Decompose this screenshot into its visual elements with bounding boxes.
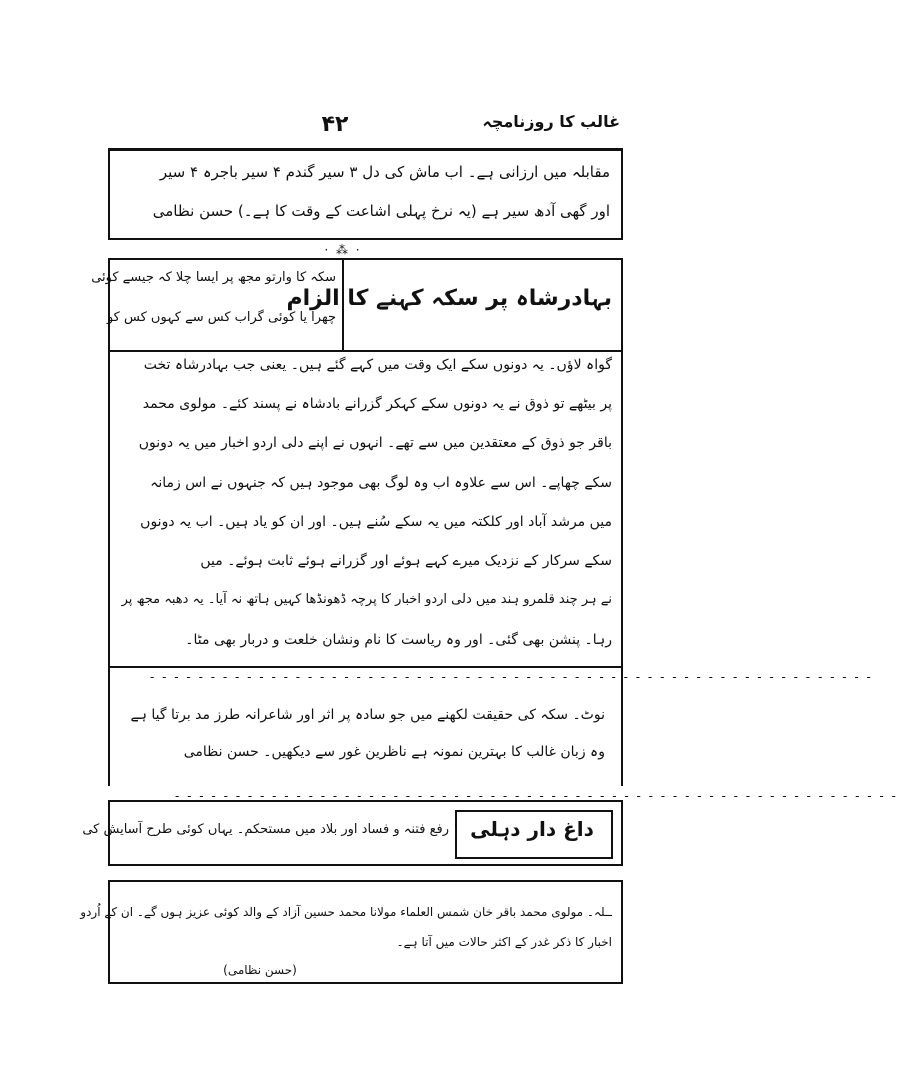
section1-body-line-7: نے ہر چند قلمرو ہند میں دلی اردو اخبار کا پرچہ ڈھونڈھا کہیں ہاتھ نہ آیا۔ یہ دھبہ مجھ پر <box>121 592 612 607</box>
section2-heading: داغ دار دہلی <box>470 817 594 841</box>
footnote-line-2: اخبار کا ذکر غدر کے اکثر حالات میں آتا ہے۔ <box>396 935 612 949</box>
note-line-2: وہ زبان غالب کا بہترین نمونہ ہے ناظرین غور سے دیکھیں۔ حسن نظامی <box>183 744 605 760</box>
section1-body-line-4: سکے چھاپے۔ اس سے علاوہ اب وہ لوگ بھی موجود ہیں کہ جنہوں نے اس زمانہ <box>150 475 612 491</box>
intro-note-line-2: اور گھی آدھ سیر ہے (یہ نرخ پہلی اشاعت کے وقت کا ہے۔) حسن نظامی <box>152 202 610 220</box>
section1-body-line-5: میں مرشد آباد اور کلکتہ میں یہ سکے سُنے ہیں۔ اور ان کو یاد ہیں۔ اب یہ دونوں <box>140 514 612 530</box>
section1-body-line-6: سکے سرکار کے نزدیک میرے کہے ہوئے اور گزرانے ہوئے ثابت ہوئے۔ میں <box>200 553 612 569</box>
ornamental-rule-1: - - - - - - - - - - - - - - - - - - - - - - - - - - - - - - - - - - - - - - - - - - - - - - - - - - - - - - - - - - - - <box>150 670 873 684</box>
section1-side-line-2: چھرا یا کوئی گراب کس سے کہوں کس کو <box>106 310 336 325</box>
footnote-box <box>80 880 623 984</box>
footnote-signature: (حسن نظامی) <box>223 963 297 977</box>
page-number: ۴۲ <box>321 112 349 137</box>
ornamental-rule-2: - - - - - - - - - - - - - - - - - - - - - - - - - - - - - - - - - - - - - - - - - - - - - - - - - - - - - - - - - - - - <box>175 789 898 803</box>
intro-note-box <box>108 148 623 240</box>
note-box <box>108 666 873 786</box>
section1-body-line-2: پر بیٹھے تو ذوق نے یہ دونوں سکے کہکر گزرانے بادشاہ نے پسند کئے۔ مولوی محمد <box>142 396 612 412</box>
section1-heading: بہادرشاہ پر سکہ کہنے کا الزام <box>286 286 612 311</box>
note-line-1: نوٹ۔ سکہ کی حقیقت لکھنے میں جو سادہ پر اثر اور شاعرانہ طرز مد برتا گیا ہے <box>130 707 605 723</box>
section1-body-line-3: باقر جو ذوق کے معتقدین میں سے تھے۔ انہوں نے اپنے دلی اردو اخبار میں یہ دونوں <box>138 435 612 451</box>
small-ornament: · ⁂ · <box>324 243 362 257</box>
section1-side-line-1: سکہ کا وارتو مجھ پر ایسا چلا کہ جیسے کوئی <box>91 270 336 285</box>
section1-body-line-1: گواہ لاؤں۔ یہ دونوں سکے ایک وقت میں کہے گئے ہیں۔ یعنی جب بہادرشاہ تخت <box>143 357 612 373</box>
footnote-line-1: ــلہ۔ مولوی محمد باقر خان شمس العلماء مولانا محمد حسین آزاد کے والد کوئی عزیز ہوں گے۔ ان کے اُردو <box>80 905 612 919</box>
section2-side-line: رفع فتنہ و فساد اور بلاد میں مستحکم۔ یہاں کوئی طرح آسایش کی <box>82 822 449 837</box>
running-title: غالب کا روزنامچہ <box>482 112 620 131</box>
intro-note-line-1: مقابلہ میں ارزانی ہے۔ اب ماش کی دل ۳ سیر گندم ۴ سیر باجرہ ۴ سیر <box>159 163 610 181</box>
section1-body-line-8: رہا۔ پنشن بھی گئی۔ اور وہ ریاست کا نام ونشان خلعت و دربار بھی مٹا۔ <box>185 632 612 648</box>
